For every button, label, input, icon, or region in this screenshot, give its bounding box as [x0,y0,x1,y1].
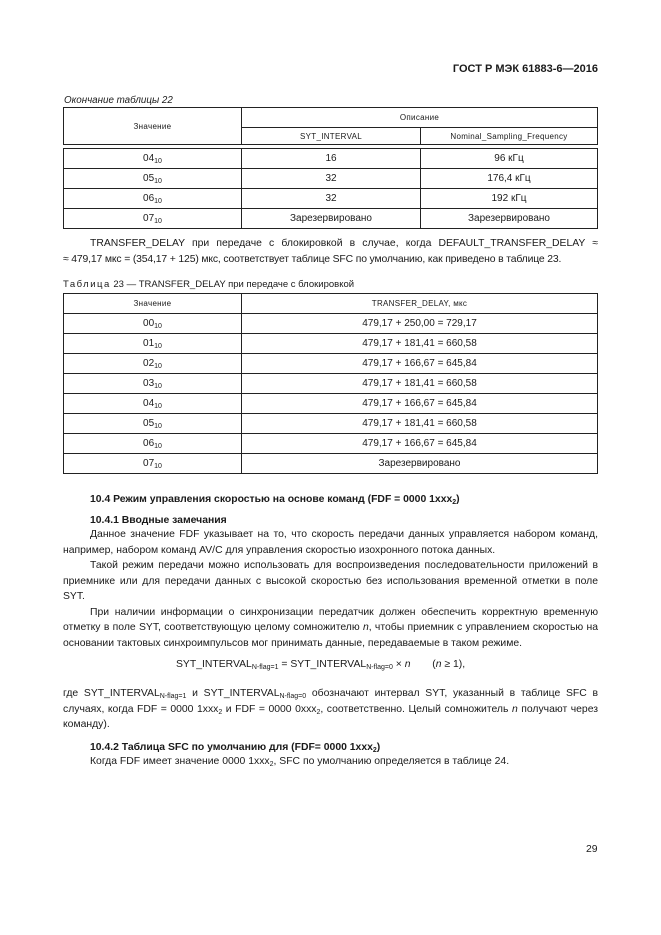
col-header-syt-interval: SYT_INTERVAL [242,128,421,145]
value-cell: $07_{10}$ [64,454,242,474]
delay-cell: 479,17 + 166,67 = 645,84 [242,434,598,454]
section-10-4-heading: 10.4 Режим управления скоростью на основе команд (FDF = 0000 1xxx$_2$) [90,494,460,506]
section-10-4-1-heading: 10.4.1 Вводные замечания [90,515,227,526]
value-cell: $06_{10}$ [64,434,242,454]
nsf-cell: 96 кГц [421,149,598,169]
delay-cell: 479,17 + 181,41 = 660,58 [242,334,598,354]
value-cell: $07_{10}$ [64,209,242,229]
delay-cell: 479,17 + 166,67 = 645,84 [242,354,598,374]
table-22 [63,107,598,229]
col-header-nominal-sampling-frequency: Nominal_Sampling_Frequency [421,128,598,145]
value-cell: $03_{10}$ [64,374,242,394]
value-cell: $01_{10}$ [64,334,242,354]
table-22-caption: Окончание таблицы 22 [64,95,173,106]
table-row [64,354,598,374]
table-row [64,394,598,414]
value-cell: $04_{10}$ [64,149,242,169]
syt-cell: 16 [242,149,421,169]
value-cell: $00_{10}$ [64,314,242,334]
table-row [64,434,598,454]
col-header-value: Значение [64,108,242,145]
table-row [64,414,598,434]
table-row [64,149,598,169]
delay-cell: 479,17 + 250,00 = 729,17 [242,314,598,334]
paragraph: Такой режим передачи можно использовать для воспроизведения последовательности приложений в приемнике или для передачи данных с высокой скоростью без использования временной отметки в поле SYT. [63,560,598,602]
col-header-transfer-delay: TRANSFER_DELAY, мкс [242,294,598,314]
value-cell: $05_{10}$ [64,169,242,189]
paragraph-where: где $SYT\_INTERVAL_{N-flag=1}$ и $SYT\_INTERVAL_{N-flag=0}$ обозначают интервал SYT, указанный в таблице SFC в случаях, когда FDF = 0000 1xxx$_2$ и FDF = 0000 0xxx$_2$, соответственно. Целый сомножитель n получают через команду). [63,688,599,730]
section-10-4-1-body [63,527,598,651]
document-header: ГОСТ Р МЭК 61883-6—2016 [452,63,598,75]
value-cell: $02_{10}$ [64,354,242,374]
value-cell: $06_{10}$ [64,189,242,209]
syt-cell: 32 [242,189,421,209]
paragraph-transfer-delay: TRANSFER_DELAY при передаче с блокировкой в случае, когда DEFAULT_TRANSFER_DELAY ≈ ≈ 479,17 мкс = (354,17 + 125) мкс, соответствует таблице SFC по умолчанию, как приведено в таблице 23. [63,238,598,265]
table-row [64,314,598,334]
syt-cell: Зарезервировано [242,209,421,229]
section-10-4-2-heading: 10.4.2 Таблица SFC по умолчанию для (FDF= 0000 1xxx$_2$) [90,742,381,754]
nsf-cell: 176,4 кГц [421,169,598,189]
paragraph: При наличии информации о синхронизации передатчик должен обеспечить корректную временную отметку в поле SYT, соответствующую целому сомножителю n, чтобы приемник с управлением скоростью на основании тактовых синхроимпульсов мог принимать данные, передаваемые в таком режиме. [63,606,599,649]
table-23 [63,293,598,474]
col-header-description: Описание [242,108,598,128]
table-row [64,169,598,189]
delay-cell: Зарезервировано [242,454,598,474]
table-row [64,334,598,354]
delay-cell: 479,17 + 166,67 = 645,84 [242,394,598,414]
col-header-value: Значение [64,294,242,314]
value-cell: $04_{10}$ [64,394,242,414]
delay-cell: 479,17 + 181,41 = 660,58 [242,374,598,394]
syt-cell: 32 [242,169,421,189]
table-23-caption: Таблица 23 — TRANSFER_DELAY при передаче с блокировкой [63,279,355,290]
table-row [64,189,598,209]
nsf-cell: 192 кГц [421,189,598,209]
table-row [64,374,598,394]
page-number: 29 [586,844,598,855]
table-row [64,209,598,229]
nsf-cell: Зарезервировано [421,209,598,229]
value-cell: $05_{10}$ [64,414,242,434]
table-row [64,454,598,474]
formula: $SYT\_INTERVAL_{N-flag=1}$ = $SYT\_INTERVAL_{N-flag=0} \times n$ (n ≥ 1), [176,659,466,671]
delay-cell: 479,17 + 181,41 = 660,58 [242,414,598,434]
paragraph: Данное значение FDF указывает на то, что скорость передачи данных управляется набором команд, например, набором команд AV/C для управления скоростью изохронного потока данных. [63,529,598,556]
section-10-4-2-body: Когда FDF имеет значение 0000 1xxx$_2$, SFC по умолчанию определяется в таблице 24. [90,756,510,768]
